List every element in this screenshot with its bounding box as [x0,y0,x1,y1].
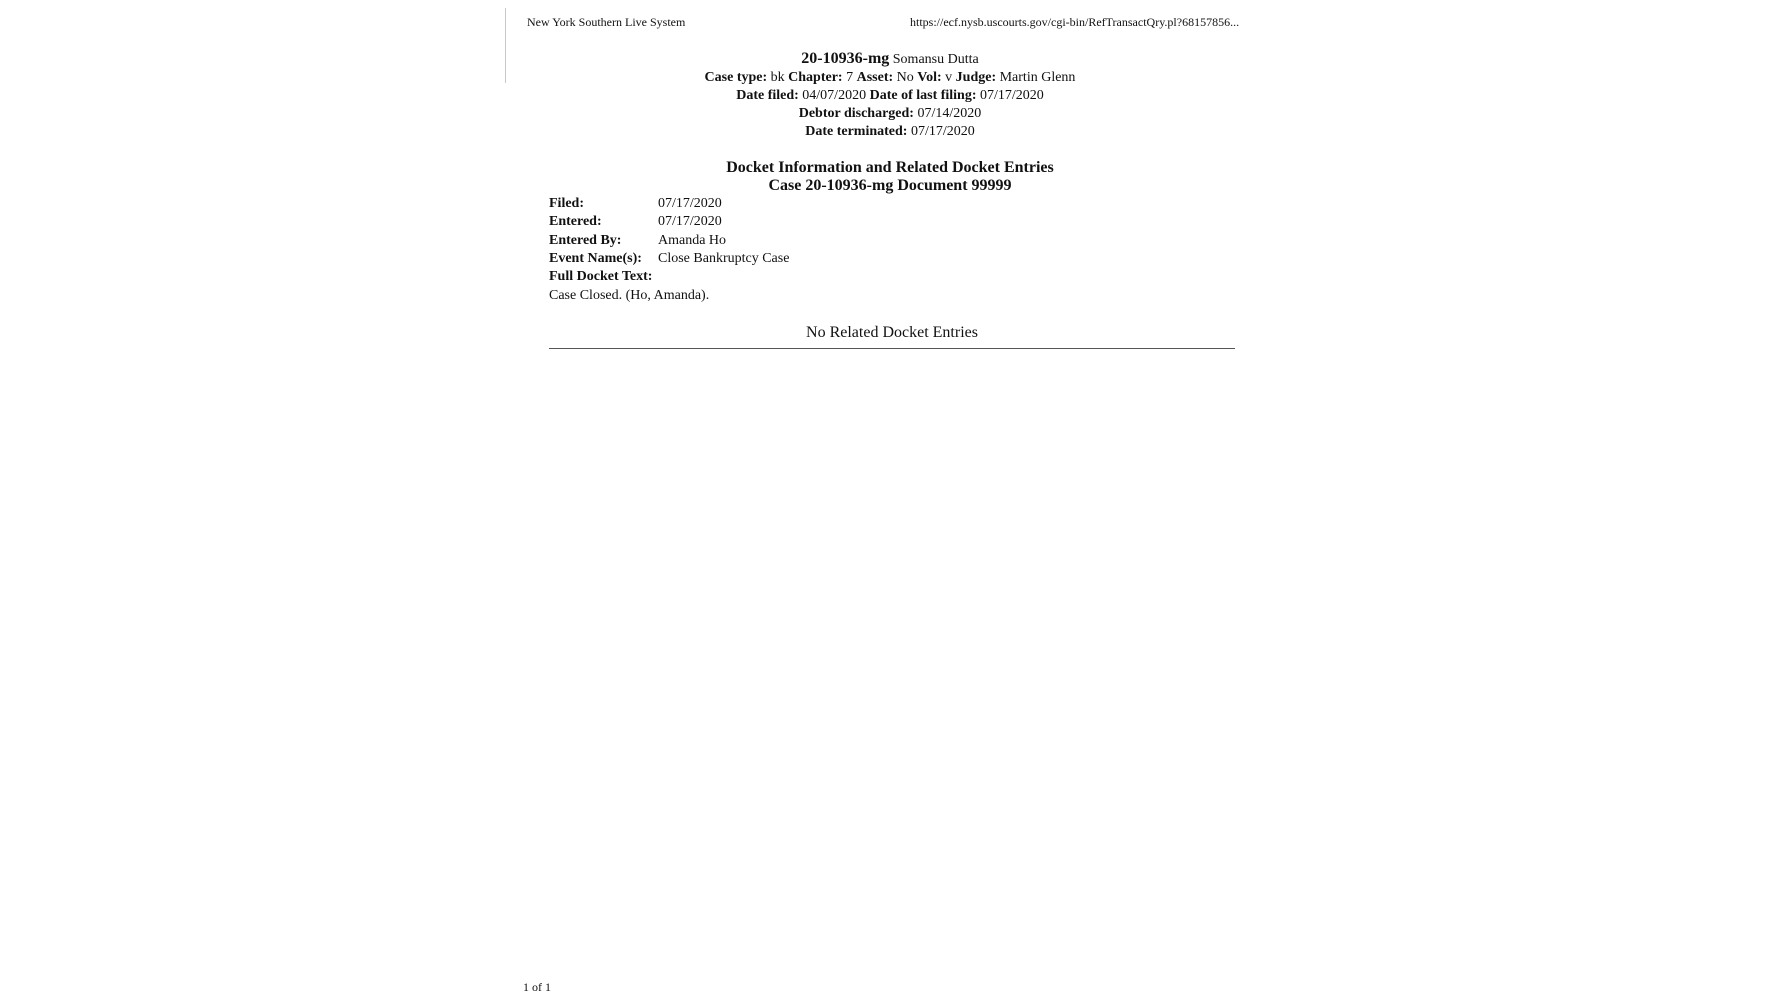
case-details-line [600,69,1180,87]
date-filed-value: 04/07/2020 [802,88,867,103]
vol-value: v [945,70,953,85]
judge-label: Judge: [955,70,997,85]
docket-fields [549,195,789,286]
page-url: https://ecf.nysb.uscourts.gov/cgi-bin/RefTransactQry.pl?68157856... [910,15,1240,29]
field-label: Entered: [549,214,602,230]
debtor-discharged-value: 07/14/2020 [917,106,982,121]
docket-subtitle: Case 20-10936-mg Document 99999 [768,177,1012,194]
field-value: Close Bankruptcy Case [658,250,790,266]
page-count: 1 of 1 [523,980,551,994]
date-filed-label: Date filed: [736,88,799,103]
field-value: 07/17/2020 [658,214,722,230]
field-label: Full Docket Text: [549,269,653,285]
page-edge-line [505,8,506,83]
case-title-line [600,50,1180,69]
system-name: New York Southern Live System [527,15,686,29]
case-type-label: Case type: [704,70,768,85]
date-terminated-line [600,123,1180,141]
docket-heading [600,159,1180,195]
asset-value: No [896,70,914,85]
debtor-discharged-line [600,105,1180,123]
field-row-filed [549,195,789,213]
field-label: Event Name(s): [549,250,642,266]
full-docket-text: Case Closed. (Ho, Amanda). [549,288,710,303]
divider-rule [549,348,1235,349]
case-dates-line [600,87,1180,105]
case-number: 20-10936-mg [801,50,890,67]
field-label: Entered By: [549,232,622,248]
date-last-filing-label: Date of last filing: [869,88,977,103]
asset-label: Asset: [856,70,894,85]
case-type-value: bk [770,70,785,85]
field-label: Filed: [549,196,584,211]
docket-title: Docket Information and Related Docket Entries [726,159,1054,176]
date-last-filing-value: 07/17/2020 [980,88,1044,103]
date-terminated-value: 07/17/2020 [910,124,975,139]
field-row-entered-by [549,232,789,250]
field-row-full-docket-text [549,268,789,286]
field-value: Amanda Ho [658,232,727,248]
field-value: 07/17/2020 [658,196,722,211]
debtor-name: Somansu Dutta [892,52,979,67]
related-entries-text: No Related Docket Entries [806,324,978,341]
date-terminated-label: Date terminated: [805,124,908,139]
field-row-event-name [549,250,789,268]
case-header [600,50,1180,141]
chapter-label: Chapter: [788,70,843,85]
vol-label: Vol: [917,70,942,85]
judge-value: Martin Glenn [999,70,1076,85]
field-row-entered [549,213,789,231]
debtor-discharged-label: Debtor discharged: [798,106,914,121]
chapter-value: 7 [846,70,854,85]
